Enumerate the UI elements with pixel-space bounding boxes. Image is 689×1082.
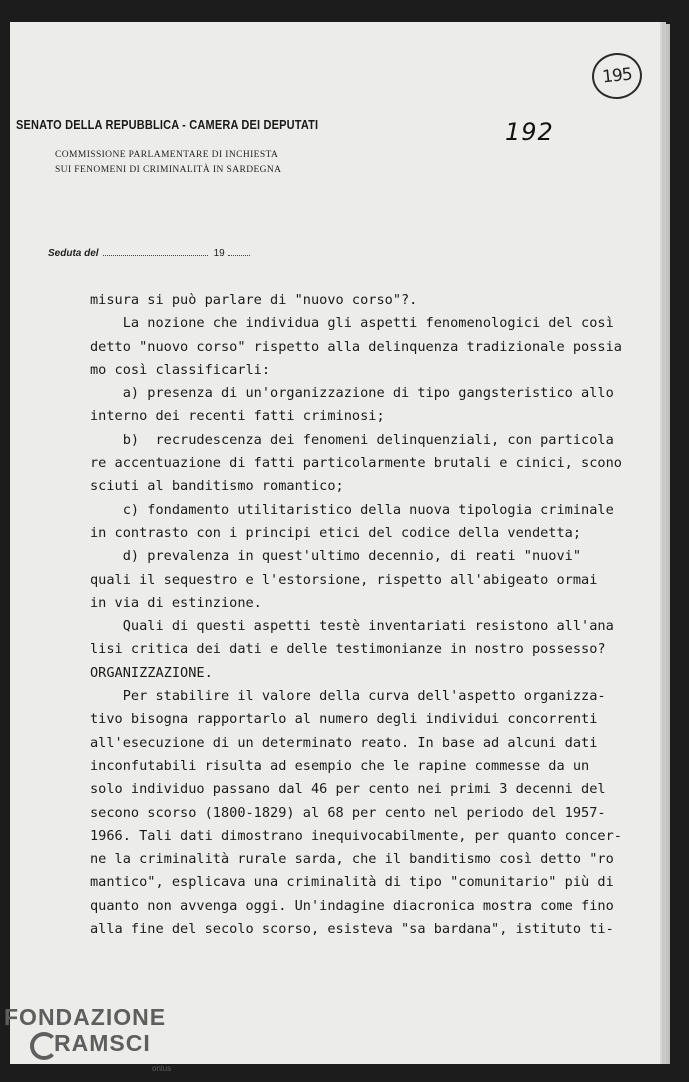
body-line: d) prevalenza in quest'ultimo decennio, di reati "nuovi": [90, 548, 582, 565]
seduta-label: Seduta del: [48, 248, 99, 259]
gramsci-g-logo-icon: [30, 1032, 58, 1060]
body-line: interno dei recenti fatti criminosi;: [90, 408, 385, 425]
watermark-line-1: FONDAZIONE: [4, 1004, 167, 1030]
body-line: ne la criminalità rurale sarda, che il banditismo così detto "ro: [90, 851, 614, 868]
body-line: mo così classificarli:: [90, 361, 271, 378]
body-line: in via di estinzione.: [90, 594, 262, 611]
watermark-tag: onlus: [152, 1064, 172, 1073]
body-line: misura si può parlare di "nuovo corso"?.: [90, 292, 418, 308]
seduta-year-blank: [228, 247, 250, 256]
fondazione-gramsci-watermark: [4, 1004, 172, 1073]
body-line: lisi critica dei dati e delle testimonianze in nostro possesso?: [90, 641, 606, 658]
typewritten-body: [90, 289, 630, 941]
commission-line-1: COMMISSIONE PARLAMENTARE DI INCHIESTA: [55, 150, 279, 160]
commission-line-2: SUI FENOMENI DI CRIMINALITÀ IN SARDEGNA: [55, 165, 282, 175]
body-line: sciuti al banditismo romantico;: [90, 478, 344, 495]
watermark-line-2: RAMSCI: [54, 1030, 151, 1056]
body-line: b) recrudescenza dei fenomeni delinquenziali, con particola: [90, 431, 614, 448]
body-line: detto "nuovo corso" rispetto alla delinquenza tradizionale possia: [90, 338, 622, 355]
body-line: alla fine del secolo scorso, esisteva "sa bardana", istituto ti-: [90, 921, 614, 938]
body-line: Quali di questi aspetti testè inventariati resistono all'ana: [90, 618, 614, 635]
body-line: in contrasto con i principi etici del codice della vendetta;: [90, 524, 582, 541]
body-line: 1966. Tali dati dimostrano inequivocabilmente, per quanto concer-: [90, 827, 622, 844]
watermark-line-2-wrap: [4, 1030, 166, 1056]
body-line: La nozione che individua gli aspetti fenomenologici del così: [90, 315, 614, 332]
letterhead-title: SENATO DELLA REPUBBLICA - CAMERA DEI DEPUTATI: [16, 118, 319, 132]
seduta-year: 19: [213, 248, 225, 259]
archive-number: 195: [601, 64, 633, 88]
handwritten-page-number: 192: [505, 118, 554, 146]
seduta-date-blank: [103, 247, 208, 256]
body-line: solo individuo passano dal 46 per cento nei primi 3 decenni del: [90, 781, 606, 798]
body-line: secono scorso (1800-1829) al 68 per cento nel periodo del 1957-: [90, 804, 606, 821]
section-heading: ORGANIZZAZIONE.: [90, 664, 213, 681]
body-line: Per stabilire il valore della curva dell'aspetto organizza-: [90, 688, 606, 705]
body-line: c) fondamento utilitaristico della nuova tipologia criminale: [90, 501, 614, 518]
body-line: quali il sequestro e l'estorsione, rispetto all'abigeato ormai: [90, 571, 598, 588]
body-line: a) presenza di un'organizzazione di tipo gangsteristico allo: [90, 385, 614, 402]
body-line: re accentuazione di fatti particolarmente brutali e cinici, scono: [90, 455, 622, 472]
body-line: inconfutabili risulta ad esempio che le rapine commesse da un: [90, 757, 590, 774]
seduta-field: [48, 247, 250, 259]
body-line: all'esecuzione di un determinato reato. In base ad alcuni dati: [90, 734, 598, 751]
body-line: quanto non avvenga oggi. Un'indagine diacronica mostra come fino: [90, 897, 614, 914]
body-line: mantico", esplicava una criminalità di tipo "comunitario" più di: [90, 874, 614, 891]
page-edge: [660, 24, 670, 1064]
body-line: tivo bisogna rapportarlo al numero degli individui concorrenti: [90, 711, 598, 728]
